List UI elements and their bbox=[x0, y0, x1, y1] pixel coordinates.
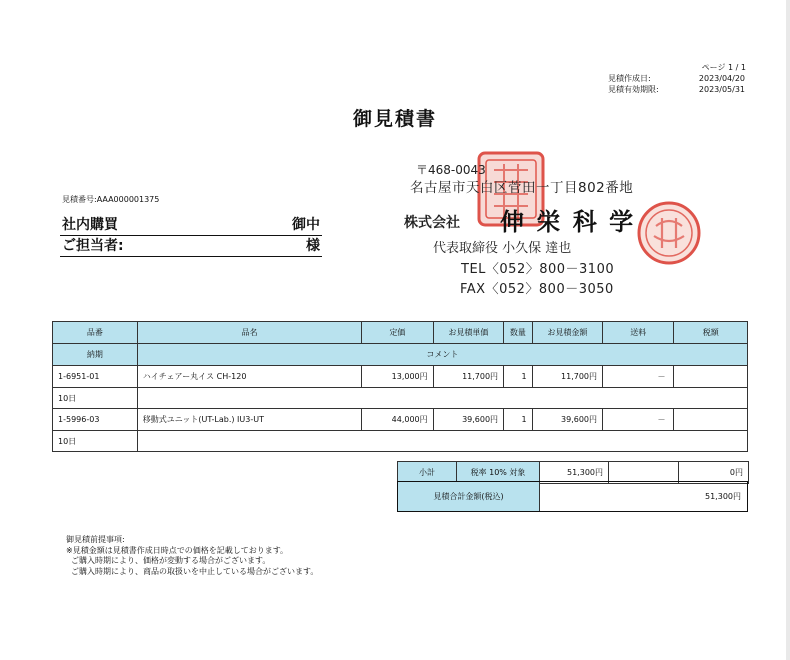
header-comment: コメント bbox=[137, 344, 747, 366]
subtotal-label: 小計 bbox=[398, 462, 457, 484]
table-row-sub bbox=[53, 431, 748, 452]
notes-line: ご購入時期により、商品の取扱いを中止している場合がございます。 bbox=[71, 566, 319, 576]
item-qty: 1 bbox=[504, 366, 533, 388]
table-header-row bbox=[53, 322, 748, 344]
page-title: 御見積書 bbox=[352, 108, 437, 130]
item-qty: 1 bbox=[504, 409, 533, 431]
customer-person-label: ご担当者: bbox=[62, 238, 124, 254]
table-row-sub bbox=[53, 388, 748, 409]
header-unit-price: お見積単価 bbox=[433, 322, 503, 344]
company-name-prefix: 株式会社 bbox=[404, 215, 460, 231]
notes-line: ※見積金額は見積書作成日時点での価格を記載しております。 bbox=[66, 545, 289, 555]
header-amount: お見積金額 bbox=[532, 322, 602, 344]
item-code: 1-5996-03 bbox=[53, 409, 138, 431]
item-comment bbox=[137, 388, 747, 409]
item-shipping: － bbox=[603, 409, 674, 431]
valid-date-label: 見積有効期限: bbox=[608, 85, 659, 94]
notes-line: ご購入時期により、価格が変動する場合がございます。 bbox=[71, 556, 271, 565]
created-date-label: 見積作成日: bbox=[608, 74, 651, 83]
tax-total: 0円 bbox=[679, 462, 749, 484]
company-postal: 〒468-0043 bbox=[416, 163, 486, 177]
subtotal-amount: 51,300円 bbox=[540, 462, 609, 484]
total-label: 見積合計金額(税込) bbox=[398, 482, 540, 511]
header-qty: 数量 bbox=[504, 322, 533, 344]
scan-edge-divider bbox=[786, 0, 790, 660]
valid-date: 2023/05/31 bbox=[698, 85, 745, 94]
table-row bbox=[53, 409, 748, 431]
item-shipping: － bbox=[603, 366, 674, 388]
table-subheader-row bbox=[53, 344, 748, 366]
customer-dept-suffix: 御中 bbox=[292, 217, 320, 233]
customer-person-row bbox=[60, 237, 322, 257]
item-tax bbox=[674, 409, 748, 431]
header-name: 品名 bbox=[137, 322, 362, 344]
header-list-price: 定価 bbox=[362, 322, 433, 344]
item-comment bbox=[137, 431, 747, 452]
company-name: 伸 栄 科 学 bbox=[500, 208, 636, 236]
header-code: 品番 bbox=[53, 322, 138, 344]
company-tel: TEL〈052〉800－3100 bbox=[461, 262, 615, 277]
company-seal-round bbox=[636, 200, 702, 266]
header-delivery: 納期 bbox=[53, 344, 138, 366]
total-box bbox=[397, 481, 748, 512]
item-list-price: 44,000円 bbox=[362, 409, 433, 431]
item-name: 移動式ユニット(UT-Lab.) IU3-UT bbox=[137, 409, 362, 431]
notes-heading: 御見積前提事項: bbox=[66, 535, 125, 544]
item-unit-price: 11,700円 bbox=[433, 366, 503, 388]
company-representative: 代表取締役 小久保 達也 bbox=[433, 241, 572, 256]
customer-dept-row bbox=[60, 216, 322, 236]
quote-number: 見積番号:AAA000001375 bbox=[62, 195, 160, 204]
item-amount: 11,700円 bbox=[532, 366, 602, 388]
table-row bbox=[53, 366, 748, 388]
customer-person-suffix: 様 bbox=[306, 238, 320, 254]
item-code: 1-6951-01 bbox=[53, 366, 138, 388]
item-list-price: 13,000円 bbox=[362, 366, 433, 388]
item-tax bbox=[674, 366, 748, 388]
item-delivery: 10日 bbox=[53, 431, 138, 452]
company-fax: FAX〈052〉800－3050 bbox=[460, 282, 614, 297]
total-amount: 51,300円 bbox=[705, 492, 741, 501]
created-date: 2023/04/20 bbox=[698, 74, 745, 83]
header-tax: 税額 bbox=[674, 322, 748, 344]
tax-rate-label: 税率 10% 対象 bbox=[457, 462, 540, 484]
item-name: ハイチェアー丸イス CH-120 bbox=[137, 366, 362, 388]
item-unit-price: 39,600円 bbox=[433, 409, 503, 431]
quote-table bbox=[52, 321, 748, 452]
page-number: ページ 1 / 1 bbox=[701, 63, 746, 72]
item-amount: 39,600円 bbox=[532, 409, 602, 431]
quote-dates bbox=[608, 73, 745, 95]
item-delivery: 10日 bbox=[53, 388, 138, 409]
notes-block bbox=[66, 535, 318, 577]
header-shipping: 送料 bbox=[603, 322, 674, 344]
company-address: 名古屋市天白区菅田一丁目802番地 bbox=[410, 180, 634, 196]
customer-dept: 社内購買 bbox=[62, 217, 118, 233]
